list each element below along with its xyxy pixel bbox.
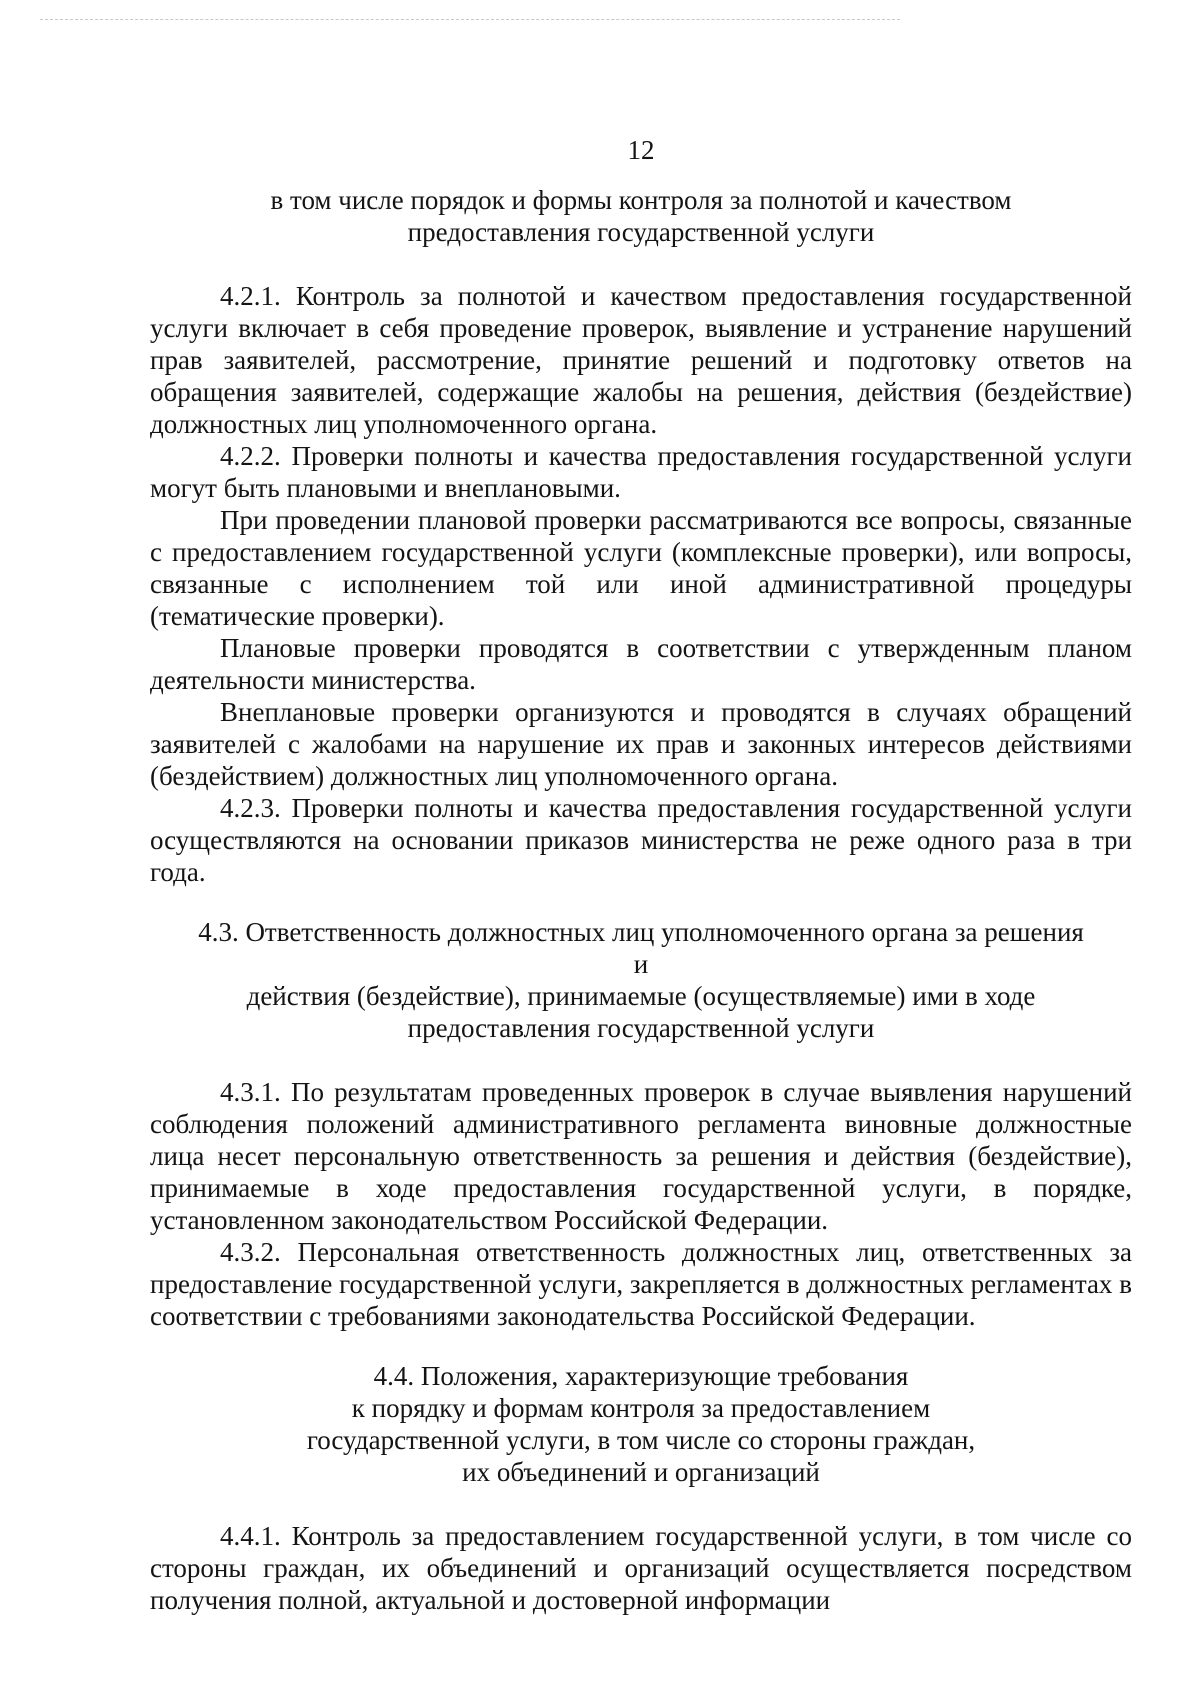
heading-line: предоставления государственной услуги — [407, 1013, 875, 1043]
paragraph-4-3-2: 4.3.2. Персональная ответственность должностных лиц, ответственных за предоставление государственной услуги, закрепляется в должностных регламентах в соответствии с требованиями законодательства Российской Федерации. — [150, 1237, 1132, 1331]
heading-line: 4.4. Положения, характеризующие требования — [373, 1361, 909, 1391]
paragraph-unplanned-checks: Внеплановые проверки организуются и проводятся в случаях обращений заявителей с жалобами на нарушение их прав и законных интересов действиями (бездействием) должностных лиц уполномоченного органа. — [150, 697, 1132, 791]
paragraph-planned-checks-scope: При проведении плановой проверки рассматриваются все вопросы, связанные с предоставлением государственной услуги (комплексные проверки), или вопросы, связанные с исполнением той или иной административной процедуры (тематические проверки). — [150, 505, 1132, 631]
page-number: 12 — [627, 135, 655, 165]
paragraph-4-3-1: 4.3.1. По результатам проведенных проверок в случае выявления нарушений соблюдения положений административного регламента виновные должностные лица несет персональную ответственность за решения и действия (бездействие), принимаемые в ходе предоставления государственной услуги, в порядке, установленном законодательством Российской Федерации. — [150, 1077, 1132, 1235]
heading-line: действия (бездействие), принимаемые (осуществляемые) ими в ходе — [246, 981, 1036, 1011]
heading-line: предоставления государственной услуги — [407, 217, 875, 247]
heading-line: государственной услуги, в том числе со стороны граждан, — [306, 1425, 976, 1455]
section-4-3-heading — [150, 916, 1132, 1044]
paragraph-planned-checks-plan: Плановые проверки проводятся в соответствии с утвержденным планом деятельности министерства. — [150, 633, 1132, 695]
heading-line: к порядку и формам контроля за предоставлением — [351, 1393, 931, 1423]
paragraph-4-2-2: 4.2.2. Проверки полноты и качества предоставления государственной услуги могут быть плановыми и внеплановыми. — [150, 441, 1132, 503]
heading-line: в том числе порядок и формы контроля за полнотой и качеством — [270, 185, 1012, 215]
paragraph-4-4-1: 4.4.1. Контроль за предоставлением государственной услуги, в том числе со стороны граждан, их объединений и организаций осуществляется посредством получения полной, актуальной и достоверной информации — [150, 1521, 1132, 1615]
section-4-4-heading — [150, 1360, 1132, 1488]
heading-line: их объединений и организаций — [462, 1457, 820, 1487]
section-4-2-heading — [150, 184, 1132, 248]
paragraph-4-2-1: 4.2.1. Контроль за полнотой и качеством предоставления государственной услуги включает в себя проведение проверок, выявление и устранение нарушений прав заявителей, рассмотрение, принятие решений и подготовку ответов на обращения заявителей, содержащие жалобы на решения, действия (бездействие) должностных лиц уполномоченного органа. — [150, 281, 1132, 439]
paragraph-4-2-3: 4.2.3. Проверки полноты и качества предоставления государственной услуги осуществляются на основании приказов министерства не реже одного раза в три года. — [150, 793, 1132, 887]
heading-line: 4.3. Ответственность должностных лиц уполномоченного органа за решения и — [198, 917, 1084, 979]
scan-artifact-line — [40, 19, 900, 20]
